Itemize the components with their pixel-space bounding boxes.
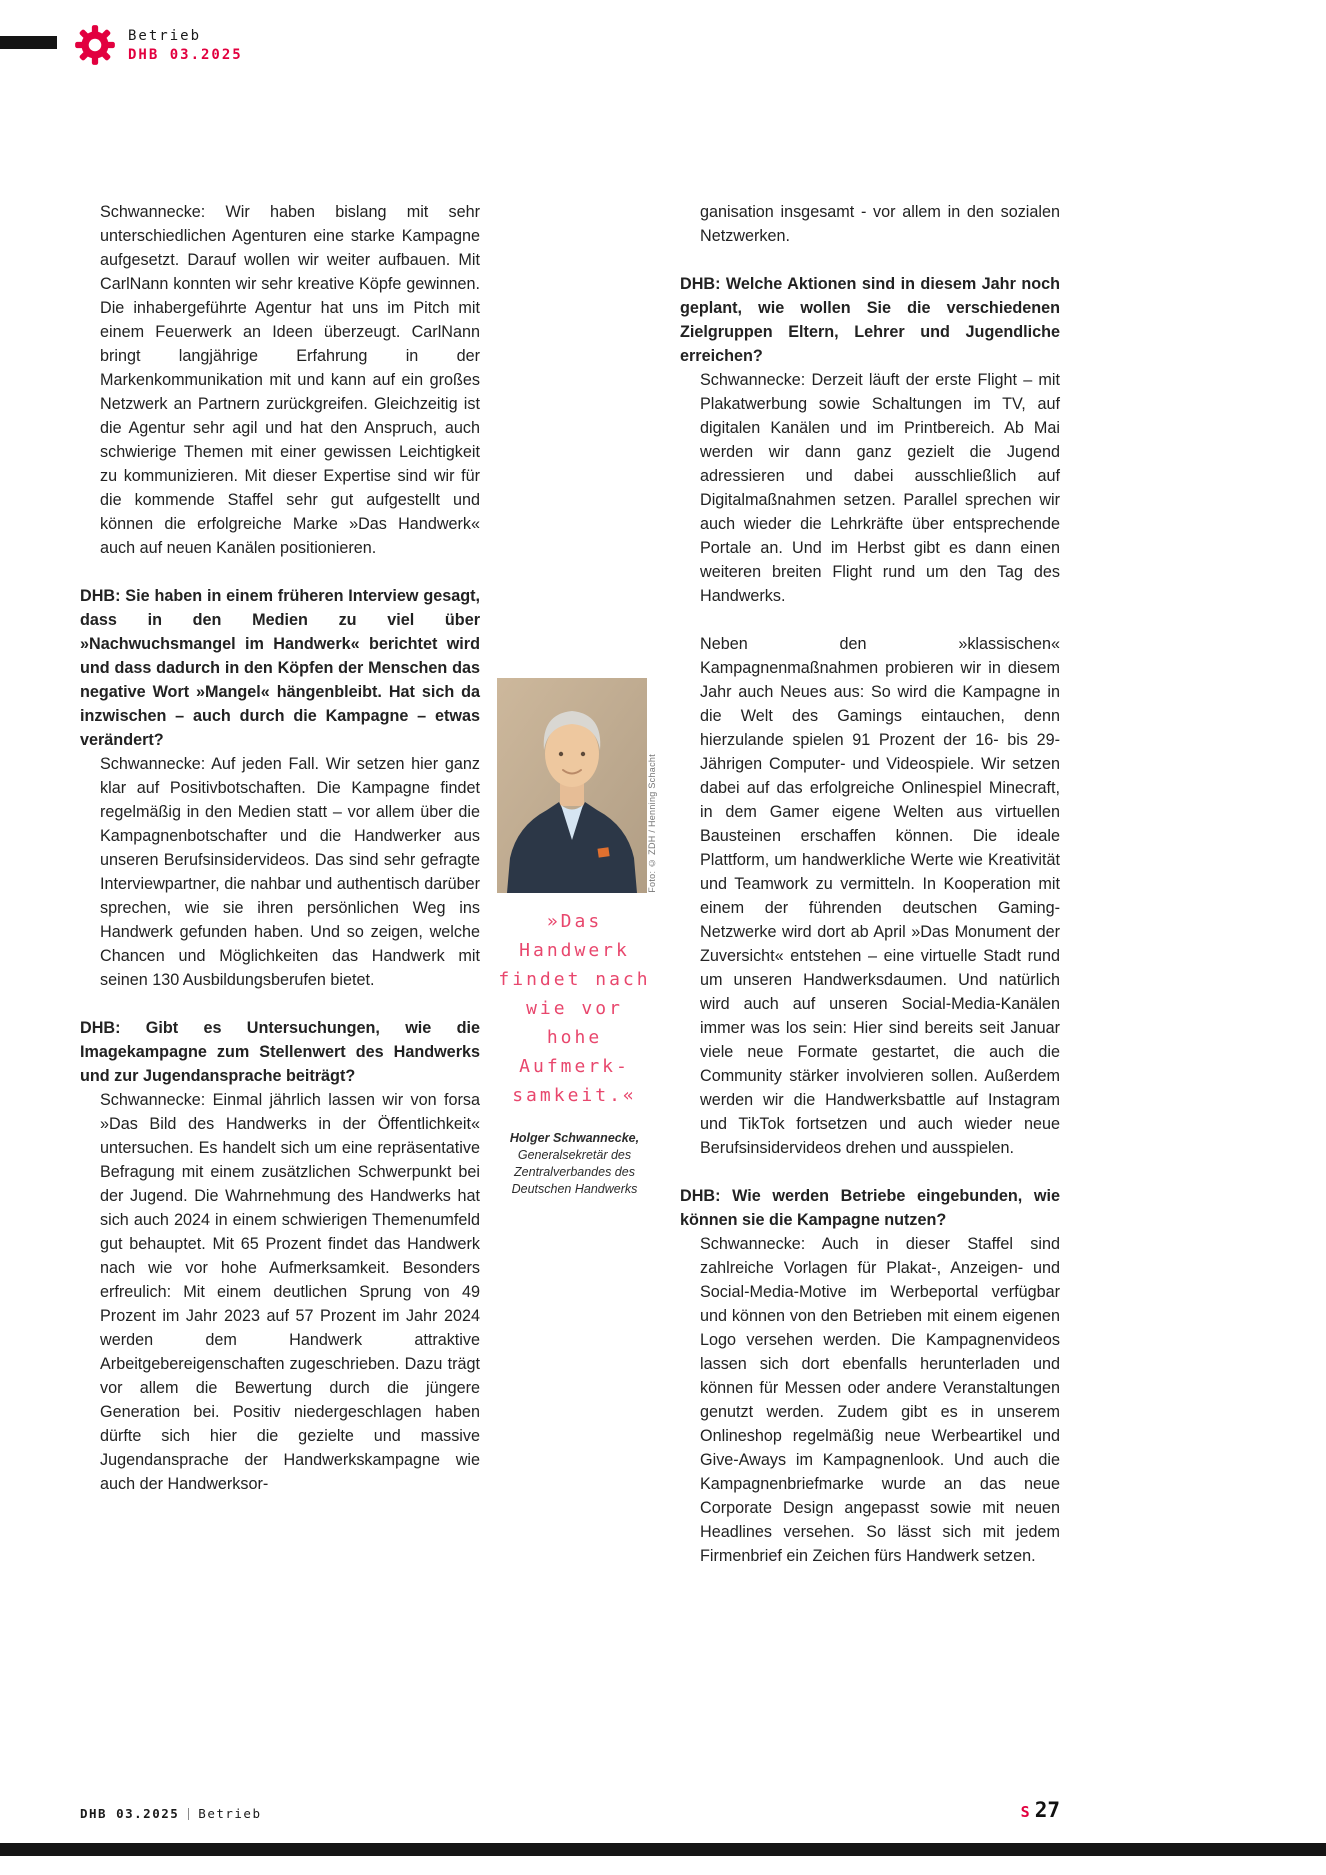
caption-name: Holger Schwannecke,	[509, 1131, 640, 1145]
pull-quote-line: hohe	[546, 1027, 603, 1048]
gear-icon	[72, 22, 118, 68]
interview-question: DHB: Wie werden Betriebe eingebunden, wie können sie die Kampagne nutzen?	[680, 1187, 1060, 1229]
column-right	[680, 200, 1060, 1568]
footer-separator	[188, 1808, 189, 1820]
header-labels	[128, 28, 243, 63]
interview-answer: Schwannecke: Einmal jährlich lassen wir von forsa »Das Bild des Handwerks in der Öffentlichkeit« untersuchen. Es handelt sich um eine repräsentative Befragung mit einem zusätzlichen Schwerpunkt bei der Jugend. Die Wahrnehmung des Handwerks hat sich auch 2024 in einem schwierigen Themenumfeld gut behauptet. Mit 65 Prozent findet das Handwerk nach wie vor hohe Aufmerksamkeit. Besonders erfreulich: Mit einem deutlichen Sprung von 49 Prozent im Jahr 2023 auf 57 Prozent im Jahr 2024 werden dem Handwerk attraktive Arbeitgebereigenschaften zugeschrieben. Dazu trägt vor allem die Bewertung durch die jüngere Generation bei. Positiv niedergeschlagen haben dürfte sich hier die gezielte und massive Jugendansprache der Handwerkskampagne wie auch der Handwerksor-	[100, 1091, 480, 1493]
interview-answer: Schwannecke: Auch in dieser Staffel sind zahlreiche Vorlagen für Plakat-, Anzeigen- und Social-Media-Motive im Werbeportal verfügbar und können von den Betrieben mit einem eigenen Logo versehen werden. Die Kampagnenvideos lassen sich dort ebenfalls herunterladen und können für Messen oder andere Veranstaltungen genutzt werden. Zudem gibt es in unserem Onlineshop regelmäßig neue Werbeartikel und Give-Aways im Kampagnenlook. Und auch die Kampagnenbriefmarke wurde an das neue Corporate Design angepasst sowie mit neuen Headlines versehen. So lässt sich mit jedem Firmenbrief ein Zeichen fürs Handwerk setzen.	[700, 1235, 1060, 1565]
page-header	[72, 22, 243, 68]
footer-section: Betrieb	[198, 1806, 262, 1821]
pull-quote-line: wie vor	[526, 998, 623, 1019]
pull-quote-line: Handwerk	[519, 940, 630, 961]
portrait-photo	[497, 678, 657, 893]
column-middle	[497, 200, 657, 1198]
pull-quote-line: findet nach	[498, 969, 651, 990]
interview-answer: Schwannecke: Derzeit läuft der erste Flight – mit Plakatwerbung sowie Schaltungen im TV, auf digitalen Kanälen und im Printbereich. Ab Mai werden wir dann ganz gezielt die Jugend adressieren und dabei ausschließlich auf Digitalmaßnahmen setzen. Parallel sprechen wir auch wieder die Lehrkräfte über entsprechende Portale an. Und im Herbst gibt es dann einen weiteren breiten Flight rund um den Tag des Handwerks.	[700, 371, 1060, 605]
article-columns	[80, 200, 1060, 1568]
footer-issue: DHB 03.2025	[80, 1806, 180, 1821]
top-left-bar	[0, 36, 57, 49]
interview-answer: Neben den »klassischen« Kampagnenmaßnahmen probieren wir in diesem Jahr auch Neues aus: So wird die Kampagne in die Welt des Gamings eintauchen, denn hierzulande spielen 91 Prozent der 16- bis 29-Jährigen Computer- und Videospiele. Wir setzen dabei auf das erfolgreiche Onlinespiel Minecraft, in dem Gamer eigene Welten aus virtuellen Bausteinen erschaffen können. Die ideale Plattform, um handwerkliche Werte wie Kreativität und Teamwork zu vermitteln. In Kooperation mit einem der führenden deutschen Gaming-Netzwerke wird dort ab April »Das Monument der Zuversicht« entstehen – eine virtuelle Stadt rund um unseren Handwerksdaumen. Und natürlich wird auch auf unseren Social-Media-Kanälen immer was los sein: Hier sind bereits seit Januar viele neue Formate gestartet, die auch die Community stärker involvieren sollen. Außerdem werden wir die Handwerksbattle auf Instagram und TikTok fortsetzen und auch wieder neue Berufsinsidervideos drehen und ausspielen.	[700, 635, 1060, 1157]
pull-quote	[497, 907, 652, 1110]
interview-answer: Schwannecke: Wir haben bislang mit sehr unterschiedlichen Agenturen eine starke Kampagne aufgesetzt. Darauf wollen wir weiter aufbauen. Mit CarlNann konnten wir sehr kreative Köpfe gewinnen. Die inhabergeführte Agentur hat uns im Pitch mit einem Feuerwerk an Ideen überzeugt. CarlNann bringt langjährige Erfahrung in der Markenkommunikation mit und kann auf ein großes Netzwerk an Partnern zurückgreifen. Gleichzeitig ist die Agentur sehr agil und hat den Anspruch, auch schwierige Themen mit einer gewissen Leichtigkeit zu kommunizieren. Mit dieser Expertise sind wir für die kommende Staffel sehr gut aufgestellt und können die erfolgreiche Marke »Das Handwerk« auch auf neuen Kanälen positionieren.	[100, 203, 480, 557]
interview-answer: ganisation insgesamt - vor allem in den sozialen Netzwerken.	[700, 203, 1060, 245]
pull-quote-line: samkeit.«	[512, 1085, 637, 1106]
interview-question: DHB: Gibt es Untersuchungen, wie die Imagekampagne zum Stellenwert des Handwerks und zur Jugendansprache beiträgt?	[80, 1019, 480, 1085]
column-left	[80, 200, 480, 1496]
interview-question: DHB: Sie haben in einem früheren Interview gesagt, dass in den Medien zu viel über »Nachwuchsmangel im Handwerk« berichtet wird und dass dadurch in den Köpfen der Menschen das negative Wort »Mangel« hängenbleibt. Hat sich da inzwischen – auch durch die Kampagne – etwas verändert?	[80, 587, 480, 749]
photo-credit: Foto: © ZDH / Henning Schacht	[647, 754, 657, 893]
bottom-bar	[0, 1843, 1326, 1856]
interview-answer: Schwannecke: Auf jeden Fall. Wir setzen hier ganz klar auf Positivbotschaften. Die Kampagne findet regelmäßig in den Medien statt – vor allem über die Kampagnenbotschafter und die Handwerker aus unseren Berufsinsidervideos. Das sind sehr gefragte Interviewpartner, die nahbar und authentisch darüber sprechen, wie sie ihren persönlichen Weg ins Handwerk gefunden haben. Und so zeigen, welche Chancen und Möglichkeiten das Handwerk mit seinen 130 Ausbildungsberufen bietet.	[100, 755, 480, 989]
section-label: Betrieb	[128, 27, 202, 44]
page-number	[1021, 1798, 1060, 1822]
interview-question: DHB: Welche Aktionen sind in diesem Jahr noch geplant, wie wollen Sie die verschiedenen Zielgruppen Eltern, Lehrer und Jugendliche erreichen?	[680, 275, 1060, 365]
pull-quote-line: »Das	[546, 911, 603, 932]
photo-caption	[497, 1130, 652, 1198]
issue-label: DHB 03.2025	[128, 46, 243, 63]
page-number-value: 27	[1034, 1798, 1060, 1822]
pull-quote-line: Aufmerk-	[519, 1056, 630, 1077]
caption-role: Generalsekretär des Zentralverbandes des Deutschen Handwerks	[511, 1148, 638, 1196]
page-number-prefix: S	[1020, 1803, 1030, 1821]
footer	[80, 1806, 261, 1821]
